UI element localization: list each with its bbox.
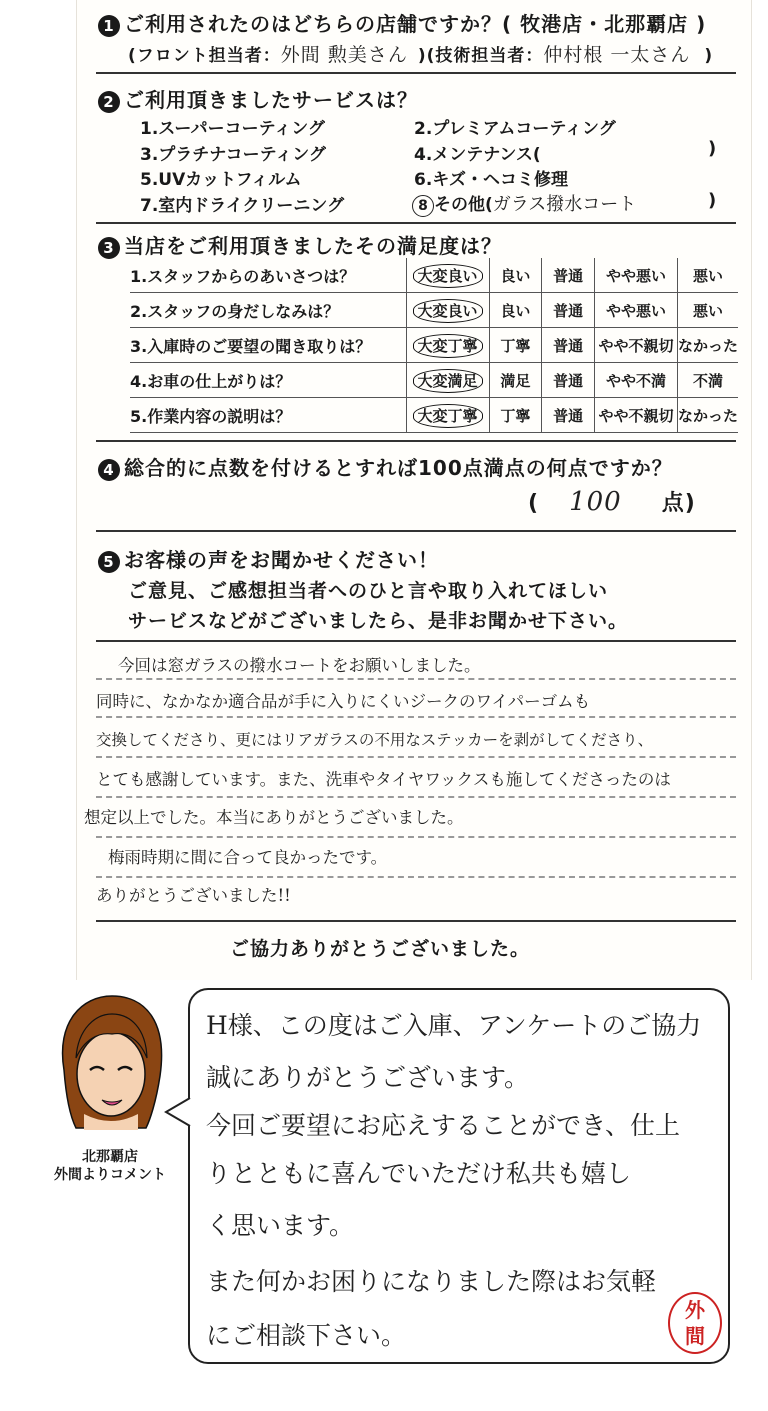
- q4-heading: [98, 452, 673, 481]
- q2-heading: [98, 84, 418, 113]
- service-5: 5.UVカットフィルム: [140, 170, 302, 190]
- comment-rule: [96, 836, 736, 838]
- bubble-tail: [164, 1096, 192, 1128]
- service-6: 6.キズ・ヘコミ修理: [414, 170, 568, 190]
- service-7: 7.室内ドライクリーニング: [140, 196, 345, 216]
- option: 普通: [542, 398, 595, 433]
- option-selected: [406, 293, 489, 328]
- row-label: 1.スタッフからのあいさつは？: [130, 258, 406, 293]
- comment-line: 梅雨時期に間に合って良かったです。: [108, 848, 388, 867]
- satisfaction-row: [130, 398, 738, 433]
- staff-caption: 外間よりコメント: [54, 1167, 166, 1183]
- option: 悪い: [677, 293, 738, 328]
- option-text: 大変丁寧: [413, 334, 483, 358]
- option-text: 大変丁寧: [413, 404, 483, 428]
- q1-heading: [98, 8, 706, 37]
- rule-5: [96, 640, 736, 642]
- satisfaction-row: [130, 328, 738, 363]
- comment-rule: [96, 716, 736, 718]
- q3-number: 3: [98, 237, 120, 259]
- stamp-bottom: 間: [685, 1324, 705, 1348]
- option: 普通: [542, 363, 595, 398]
- comment-rule: [96, 876, 736, 878]
- option: 不満: [677, 363, 738, 398]
- stamp-top: 外: [685, 1298, 705, 1322]
- name-stamp: [668, 1292, 722, 1354]
- rule-1: [96, 72, 736, 74]
- q5-number: 5: [98, 551, 120, 573]
- reply-line: H様、この度はご入庫、アンケートのご協力: [206, 1011, 702, 1040]
- satisfaction-row: [130, 363, 738, 398]
- staff-avatar: [52, 992, 170, 1142]
- service-8: [412, 190, 636, 217]
- tech-name: 仲村根 一太さん: [543, 44, 691, 66]
- q1-staff-line: [128, 40, 713, 67]
- satisfaction-row: [130, 293, 738, 328]
- q5-sub1: ご意見、ご感想担当者へのひと言や取り入れてほしい: [128, 580, 609, 602]
- q4-text: 総合的に点数を付けるとすれば100点満点の何点ですか？: [124, 456, 673, 480]
- option: やや不満: [595, 363, 678, 398]
- option: やや悪い: [595, 293, 678, 328]
- rule-4: [96, 530, 736, 532]
- tech-close: ): [704, 46, 714, 66]
- q5-text: お客様の声をお聞かせください！: [124, 548, 439, 572]
- q5-heading: [98, 544, 439, 573]
- front-name: 外間 勲美さん: [280, 44, 408, 66]
- rule-3: [96, 440, 736, 442]
- q4-answer: [528, 486, 696, 517]
- q2-text: ご利用頂きましたサービスは？: [124, 88, 418, 112]
- comment-rule: [96, 756, 736, 758]
- option: 普通: [542, 293, 595, 328]
- comment-line: 交換してくださり、更にはリアガラスの不用なステッカーを剥がしてくださり、: [96, 731, 654, 749]
- comment-line: ありがとうございました!!: [96, 886, 291, 905]
- thanks-message: ご協力ありがとうございました。: [230, 938, 531, 960]
- option: 良い: [489, 293, 542, 328]
- reply-line: にご相談下さい。: [206, 1321, 407, 1350]
- service-8-label: その他(: [434, 195, 493, 215]
- option-text: 大変良い: [413, 264, 483, 288]
- option: 丁寧: [489, 398, 542, 433]
- satisfaction-row: [130, 258, 738, 293]
- reply-line: また何かお困りになりました際はお気軽: [206, 1267, 657, 1296]
- service-8-value: ガラス撥水コート: [492, 194, 637, 215]
- option-selected: [406, 258, 489, 293]
- score-unit: 点): [661, 491, 696, 516]
- service-4-close: ): [708, 138, 717, 159]
- service-2: 2.プレミアムコーティング: [414, 119, 616, 139]
- option: やや不親切: [595, 398, 678, 433]
- option-selected: [406, 363, 489, 398]
- option-selected: [406, 328, 489, 363]
- rule-2: [96, 222, 736, 224]
- front-label: (フロント担当者：: [128, 46, 281, 66]
- option-selected: [406, 398, 489, 433]
- option: 丁寧: [489, 328, 542, 363]
- comment-rule: [96, 796, 736, 798]
- staff-store: 北那覇店: [82, 1149, 138, 1165]
- option: なかった: [677, 398, 738, 433]
- reply-line: りとともに喜んでいただけ私共も嬉し: [206, 1159, 632, 1188]
- option: 満足: [489, 363, 542, 398]
- q2-number: 2: [98, 91, 120, 113]
- rule-6: [96, 920, 736, 922]
- q4-number: 4: [98, 459, 120, 481]
- q5-sub2: サービスなどがございましたら、是非お聞かせ下さい。: [128, 610, 629, 632]
- row-label: 4.お車の仕上がりは？: [130, 363, 406, 398]
- option: やや不親切: [595, 328, 678, 363]
- comment-line: 想定以上でした。本当にありがとうございました。: [84, 808, 464, 827]
- q3-heading: [98, 230, 502, 259]
- satisfaction-table: [130, 258, 738, 433]
- q1-number: 1: [98, 15, 120, 37]
- comment-line: 今回は窓ガラスの撥水コートをお願いしました。: [118, 656, 481, 675]
- option-text: 大変良い: [413, 299, 483, 323]
- service-1: 1.スーパーコーティング: [140, 119, 325, 139]
- score-value: 100: [569, 487, 622, 517]
- option: 普通: [542, 328, 595, 363]
- option: やや悪い: [595, 258, 678, 293]
- reply-line: 今回ご要望にお応えすることができ、仕上: [206, 1111, 681, 1140]
- q3-text: 当店をご利用頂きましたその満足度は？: [124, 234, 502, 258]
- tech-label: )(技術担当者：: [417, 46, 544, 66]
- service-3: 3.プラチナコーティング: [140, 145, 326, 165]
- reply-line: く思います。: [206, 1211, 355, 1240]
- service-4: 4.メンテナンス(: [414, 145, 541, 165]
- row-label: 2.スタッフの身だしなみは？: [130, 293, 406, 328]
- row-label: 5.作業内容の説明は？: [130, 398, 406, 433]
- option-text: 大変満足: [413, 369, 483, 393]
- comment-line: 同時に、なかなか適合品が手に入りにくいジークのワイパーゴムも: [96, 692, 591, 711]
- row-label: 3.入庫時のご要望の聞き取りは？: [130, 328, 406, 363]
- option: 悪い: [677, 258, 738, 293]
- service-8-close: ): [708, 190, 717, 211]
- option: 普通: [542, 258, 595, 293]
- service-8-number-circled: 8: [412, 195, 434, 217]
- score-open: (: [528, 491, 540, 516]
- option: 良い: [489, 258, 542, 293]
- option: なかった: [677, 328, 738, 363]
- reply-line: 誠にありがとうございます。: [206, 1063, 530, 1092]
- q1-text: ご利用されたのはどちらの店舗ですか？( 牧港店・北那覇店 ): [124, 12, 707, 36]
- comment-line: とても感謝しています。また、洗車やタイヤワックスも施してくださったのは: [96, 770, 671, 789]
- comment-rule: [96, 678, 736, 680]
